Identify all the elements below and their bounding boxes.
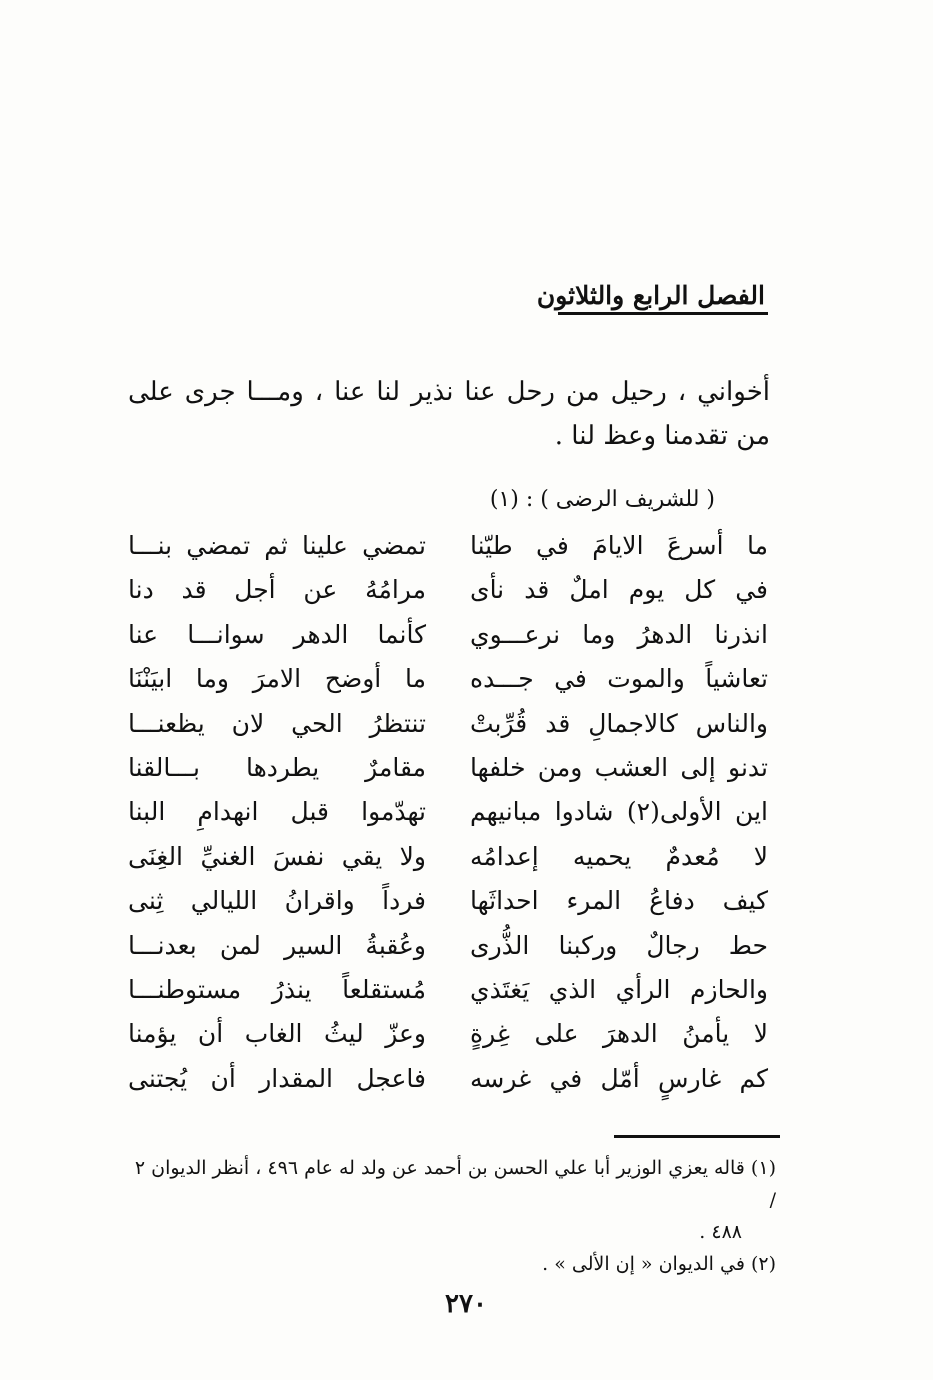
verse-line — [128, 879, 768, 923]
footnote-continuation: ٤٨٨ . — [699, 1221, 742, 1243]
verse-first-hemistich: حط رجالٌ وركبنا الذُّرى — [470, 930, 768, 960]
verse-second-hemistich: ولا يقي نفسَ الغنيِّ الغِنَى — [128, 841, 426, 871]
verse-second-hemistich: وعزّ ليثُ الغاب أن يؤمنا — [128, 1019, 426, 1049]
verse-second-hemistich: تنتظرُ الحي لان يظعنـــا — [128, 708, 426, 738]
poem-attribution: ( للشريف الرضى ) : (١) — [489, 487, 715, 512]
verse-line — [128, 524, 768, 568]
verse-first-hemistich: كم غارسٍ أمّل في غرسه — [470, 1063, 768, 1093]
verse-second-hemistich: مقامرٌ يطردها بـــالقنا — [128, 752, 426, 782]
verse-second-hemistich: مُستقلعاً ينذرُ مستوطنـــا — [128, 974, 426, 1004]
verse-line — [128, 657, 768, 701]
verse-first-hemistich: تدنو إلى العشب ومن خلفها — [470, 752, 768, 782]
verse-line — [128, 1012, 768, 1056]
verse-second-hemistich: وعُقبةُ السير لمن بعدنـــا — [128, 930, 426, 960]
verse-second-hemistich: تهدّموا قبل انهدامِ البنا — [128, 797, 426, 827]
verse-second-hemistich: فرداً واقرانُ الليالي ثِنى — [128, 886, 426, 916]
verse-line — [128, 835, 768, 879]
page-number: ٢٧٠ — [445, 1289, 487, 1319]
verse-first-hemistich: في كل يوم املٌ قد نأى — [470, 575, 768, 605]
poem — [128, 524, 768, 1101]
footnote: (١) قاله يعزي الوزير أبا علي الحسن بن أحمد عن ولد له عام ٤٩٦ ، أنظر الديوان ٢ / — [134, 1157, 776, 1211]
verse-line — [128, 568, 768, 612]
verse-second-hemistich: تمضي علينا ثم تمضي بنـــا — [128, 531, 426, 560]
verse-line — [128, 746, 768, 790]
footnote: (٢) في الديوان « إن الألى » . — [542, 1253, 776, 1275]
verse-second-hemistich: ما أوضح الامرَ وما ابيَنْنَا — [128, 664, 426, 694]
footnote-separator — [614, 1135, 780, 1138]
chapter-title: الفصل الرابع والثلاثون — [536, 281, 765, 310]
verse-first-hemistich: والحازم الرأي الذي يَغتَذي — [470, 974, 768, 1004]
verse-first-hemistich: ما أسرعَ الايامَ في طيّنا — [470, 531, 768, 560]
verse-first-hemistich: لا مُعدمٌ يحميه إعدامُه — [470, 841, 768, 871]
verse-line — [128, 702, 768, 746]
verse-second-hemistich: فاعجل المقدار أن يُجتنى — [128, 1063, 426, 1093]
chapter-title-underline — [558, 312, 768, 315]
verse-line — [128, 790, 768, 834]
intro-paragraph: أخواني ، رحيل من رحل عنا نذير لنا عنا ، ومـــا جرى على من تقدمنا وعظ لنا . — [128, 377, 770, 451]
verse-line — [128, 1057, 768, 1101]
verse-first-hemistich: اين الأولى(٢) شادوا مبانيهم — [470, 797, 768, 827]
verse-second-hemistich: مرامُهُ عن أجل قد دنا — [128, 575, 426, 605]
verse-first-hemistich: انذرنا الدهرُ وما نرعـــوي — [470, 619, 768, 649]
verse-line — [128, 968, 768, 1012]
verse-first-hemistich: والناس كالاجمالِ قد قُرِّبتْ — [470, 708, 768, 738]
verse-line — [128, 613, 768, 657]
footnotes — [128, 1152, 776, 1280]
verse-first-hemistich: تعاشياً والموت في جـــده — [470, 664, 768, 694]
verse-line — [128, 924, 768, 968]
verse-second-hemistich: كأنما الدهر سوانـــا عنا — [128, 619, 426, 649]
verse-first-hemistich: لا يأمنُ الدهرَ على غِرةٍ — [470, 1019, 768, 1049]
verse-first-hemistich: كيف دفاعُ المرء احداثَها — [470, 886, 768, 916]
